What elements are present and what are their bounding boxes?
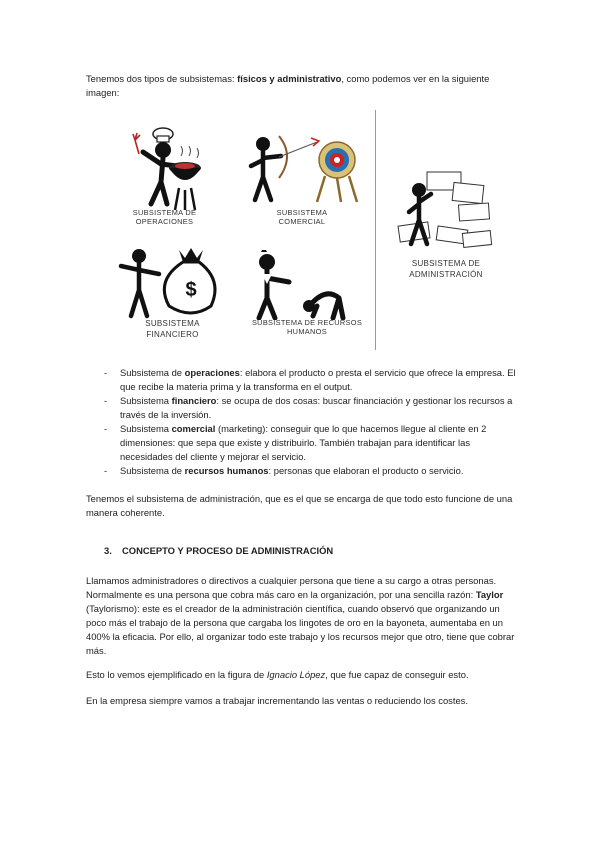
intro-paragraph [86, 72, 518, 100]
admin-paragraph: Tenemos el subsistema de administración, que es el que se encarga de que todo esto funcione de una manera coherente. [86, 493, 513, 518]
bullet-term: comercial [171, 423, 216, 434]
caption-operaciones [117, 208, 212, 226]
example-lead: Esto lo vemos ejemplificado en la figura de [86, 669, 267, 680]
bullet-post: : se ocupa de dos cosas: buscar financiación y gestionar los recursos a través de la inversión. [120, 395, 513, 420]
taylor-tail: (Taylorismo): este es el creador de la administración científica, cuando observó que organizando un poco más el trabajo de la persona que cargaba los lingotes de oro en la bayoneta, aumentaba en un 400% la eficacia. Por ello, al organizar todo este trabajo y los recursos mejor que otro, tiene que cobrar más. [86, 603, 515, 656]
section-title: CONCEPTO Y PROCESO DE ADMINISTRACIÓN [122, 545, 334, 556]
caption-financiero-line1: SUBSISTEMA [145, 319, 200, 328]
taylor-lead: Llamamos administradores o directivos a cualquier persona que tiene a su cargo a otras personas. Normalmente es una persona que cobra más caro en la organización, por una sencilla razón: [86, 575, 497, 600]
bullet-post: : personas que elaboran el producto o servicio. [268, 465, 464, 476]
intro-bold: físicos y administrativo [237, 73, 342, 84]
list-item [86, 464, 522, 478]
administracion-illustration [397, 168, 497, 253]
list-item [86, 422, 522, 464]
caption-administracion-line2: ADMINISTRACIÓN [409, 270, 483, 279]
caption-operaciones-line1: SUBSISTEMA DE [132, 208, 197, 217]
caption-comercial-line2: COMERCIAL [278, 217, 326, 226]
subsystems-list [86, 366, 522, 478]
taylor-name: Taylor [475, 589, 504, 600]
caption-administracion-line1: SUBSISTEMA DE [411, 259, 481, 268]
operaciones-illustration [123, 120, 207, 215]
rrhh-illustration [247, 250, 357, 320]
section-number: 3. [104, 545, 112, 556]
list-dash: - [104, 395, 108, 406]
bullet-term: recursos humanos [184, 465, 269, 476]
bullet-term: financiero [171, 395, 217, 406]
example-paragraph [86, 668, 518, 682]
section-heading [86, 544, 333, 558]
list-dash: - [104, 423, 108, 434]
bullet-pre: Subsistema [120, 395, 172, 406]
costs-paragraph: En la empresa siempre vamos a trabajar incrementando las ventas o reduciendo los costes. [86, 695, 468, 706]
taylor-paragraph [86, 574, 518, 658]
list-item [86, 366, 522, 394]
bullet-post: (marketing): conseguir que lo que hacemos llegue al cliente en 2 dimensiones: que sepa que existe y distribuirlo. También trabajan para identificar las necesidades del cliente y mejorar el servicio. [120, 423, 487, 462]
intro-tail: , como podemos ver en la siguiente imagen: [86, 73, 490, 98]
caption-rrhh-line1: SUBSISTEMA DE RECURSOS [251, 318, 363, 327]
list-dash: - [104, 465, 108, 476]
caption-comercial [257, 208, 347, 226]
bullet-pre: Subsistema [120, 423, 172, 434]
caption-administracion [391, 258, 501, 280]
bullet-pre: Subsistema de [120, 367, 185, 378]
list-dash: - [104, 367, 108, 378]
intro-lead: Tenemos dos tipos de subsistemas: [86, 73, 238, 84]
caption-comercial-line1: SUBSISTEMA [276, 208, 328, 217]
comercial-illustration [237, 122, 367, 207]
caption-rrhh [247, 318, 367, 336]
dollar-sign: $ [185, 279, 197, 301]
caption-financiero [125, 318, 220, 340]
bullet-pre: Subsistema de [120, 465, 185, 476]
list-item [86, 394, 522, 422]
caption-rrhh-line2: HUMANOS [287, 327, 327, 336]
caption-operaciones-line2: OPERACIONES [135, 217, 194, 226]
example-tail: , que fue capaz de conseguir esto. [325, 669, 469, 680]
bullet-post: : elabora el producto o presta el servicio que ofrece la empresa. El que recibe la materia prima y la transforma en el output. [120, 367, 516, 392]
financiero-illustration [115, 240, 225, 320]
bullet-term: operaciones [184, 367, 240, 378]
example-italic: Ignacio López [266, 669, 326, 680]
caption-financiero-line2: FINANCIERO [146, 330, 199, 339]
subsystems-figure [107, 110, 502, 350]
